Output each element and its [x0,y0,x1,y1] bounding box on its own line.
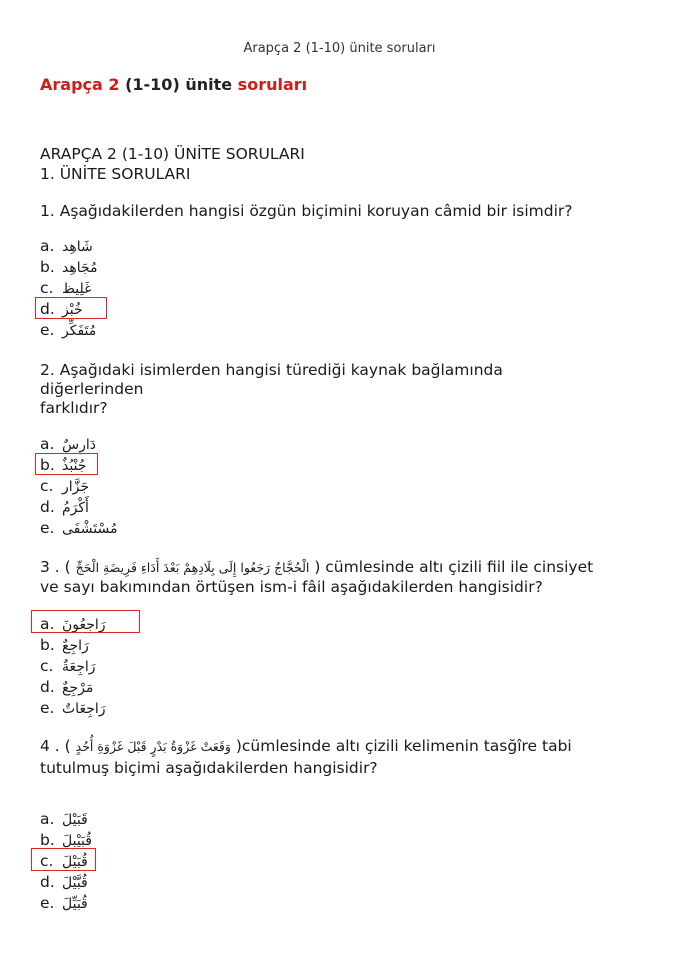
q1-option-b-arabic: مُجَاهِد [62,260,98,276]
q3-suffix: ) cümlesinde altı çizili fiil ile cinsiyet [314,558,594,576]
question-4-line-2: tutulmuş biçimi aşağıdakilerden hangisidir? [40,759,378,777]
q3-option-d [40,677,93,698]
q1-option-e-letter: e. [40,321,55,339]
q1-option-b [40,257,98,278]
q1-option-c-arabic: غَلِيظ [62,281,92,297]
answer-highlight-q2 [35,453,98,475]
q4-option-b-letter: b. [40,831,55,849]
q3-option-c [40,656,96,677]
q4-option-a [40,809,88,830]
q2-option-a [40,434,96,455]
question-3-line-2: ve sayı bakımından örtüşen ism-i fâil aşağıdakilerden hangisidir? [40,578,543,596]
q1-option-d-arabic: خُبْز [62,302,83,318]
question-2-line-2: diğerlerinden [40,380,144,398]
answer-highlight-q4 [31,848,96,871]
q4-option-c-arabic: قُبَيْلَ [62,854,88,870]
title-part-2: (1-10) [119,75,186,94]
q3-prefix: 3 . ( [40,558,71,576]
q4-arabic-sentence: وَقَعَتْ غَزْوَةُ بَدْرٍ قَبْلَ غَزْوَةِ أُحُدٍ [75,739,231,754]
running-header: Arapça 2 (1-10) ünite soruları [243,41,436,56]
q1-option-e [40,320,96,341]
q2-option-e-arabic: مُسْتَشْفَى [62,521,118,537]
q4-option-d-letter: d. [40,873,55,891]
q1-option-d-letter: d. [40,300,55,318]
title-part-5: soruları [237,75,308,94]
q4-option-a-arabic: قَبَيْلَ [62,812,88,828]
q4-option-d-arabic: قُبَّيْلَ [62,875,88,891]
q3-option-c-arabic: رَاجِعَةٌ [62,659,96,675]
q3-option-e-arabic: رَاجِعَاتٌ [62,701,106,717]
q1-option-e-arabic: مُتَفَكِّر [62,323,97,339]
q1-option-c-letter: c. [40,279,54,297]
q1-option-a-letter: a. [40,237,55,255]
answer-highlight-q3 [31,610,140,633]
q4-prefix: 4 . ( [40,737,71,755]
q2-option-d [40,497,89,518]
document-title [40,75,307,94]
title-part-3: ünite [185,75,233,94]
q2-option-c-letter: c. [40,477,54,495]
q2-option-a-arabic: دَارِسٌ [62,437,96,453]
section-heading: ARAPÇA 2 (1-10) ÜNİTE SORULARI [40,145,305,163]
q4-option-a-letter: a. [40,810,55,828]
q4-option-b-arabic: قُبَيْبِلَ [62,833,92,849]
q3-option-b-arabic: رَاجِعٌ [62,638,89,654]
q3-option-a-arabic: رَاجِعُونَ [62,617,106,633]
q2-option-d-letter: d. [40,498,55,516]
q1-option-b-letter: b. [40,258,55,276]
question-4-line-1 [40,736,650,757]
q3-option-a-letter: a. [40,615,55,633]
q2-option-e-letter: e. [40,519,55,537]
q1-option-c [40,278,91,299]
q3-option-d-letter: d. [40,678,55,696]
q2-option-b-letter: b. [40,456,55,474]
q4-option-e-letter: e. [40,894,55,912]
q2-option-a-letter: a. [40,435,55,453]
q3-option-e-letter: e. [40,699,55,717]
q4-option-e [40,893,88,914]
q3-option-d-arabic: مَرْجِعٌ [62,680,94,696]
q4-option-c-letter: c. [40,852,54,870]
q4-suffix: )cümlesinde altı çizili kelimenin tasğîre tabi [235,737,572,755]
q3-option-e [40,698,106,719]
q3-arabic-sentence: الْحُجَّاجُ رَجَعُوا إِلَى بِلَادِهِمْ بَعْدَ أَدَاءِ فَرِيضَةِ الْحَجِّ [75,560,310,575]
q2-option-c [40,476,89,497]
question-2-line-1: 2. Aşağıdaki isimlerden hangisi türediği kaynak bağlamında [40,361,503,379]
question-2-line-3: farklıdır? [40,399,108,417]
q1-option-a [40,236,93,257]
q3-option-b-letter: b. [40,636,55,654]
q2-option-b-arabic: جُنْبُذٌ [62,458,87,474]
answer-highlight-q1 [35,297,107,319]
q3-option-b [40,635,89,656]
q4-option-d [40,872,88,893]
q4-option-e-arabic: قُبَيِّلَ [62,896,88,912]
question-1-text: 1. Aşağıdakilerden hangisi özgün biçimini koruyan câmid bir isimdir? [40,202,573,220]
q3-option-c-letter: c. [40,657,54,675]
question-3-line-1 [40,557,650,578]
q2-option-c-arabic: جَزَّار [62,479,90,495]
q1-option-a-arabic: شَاهِد [62,239,93,255]
q2-option-d-arabic: أَكْرَمُ [62,500,89,516]
title-part-1: Arapça 2 [40,75,120,94]
q2-option-e [40,518,117,539]
unit-heading: 1. ÜNİTE SORULARI [40,165,191,183]
